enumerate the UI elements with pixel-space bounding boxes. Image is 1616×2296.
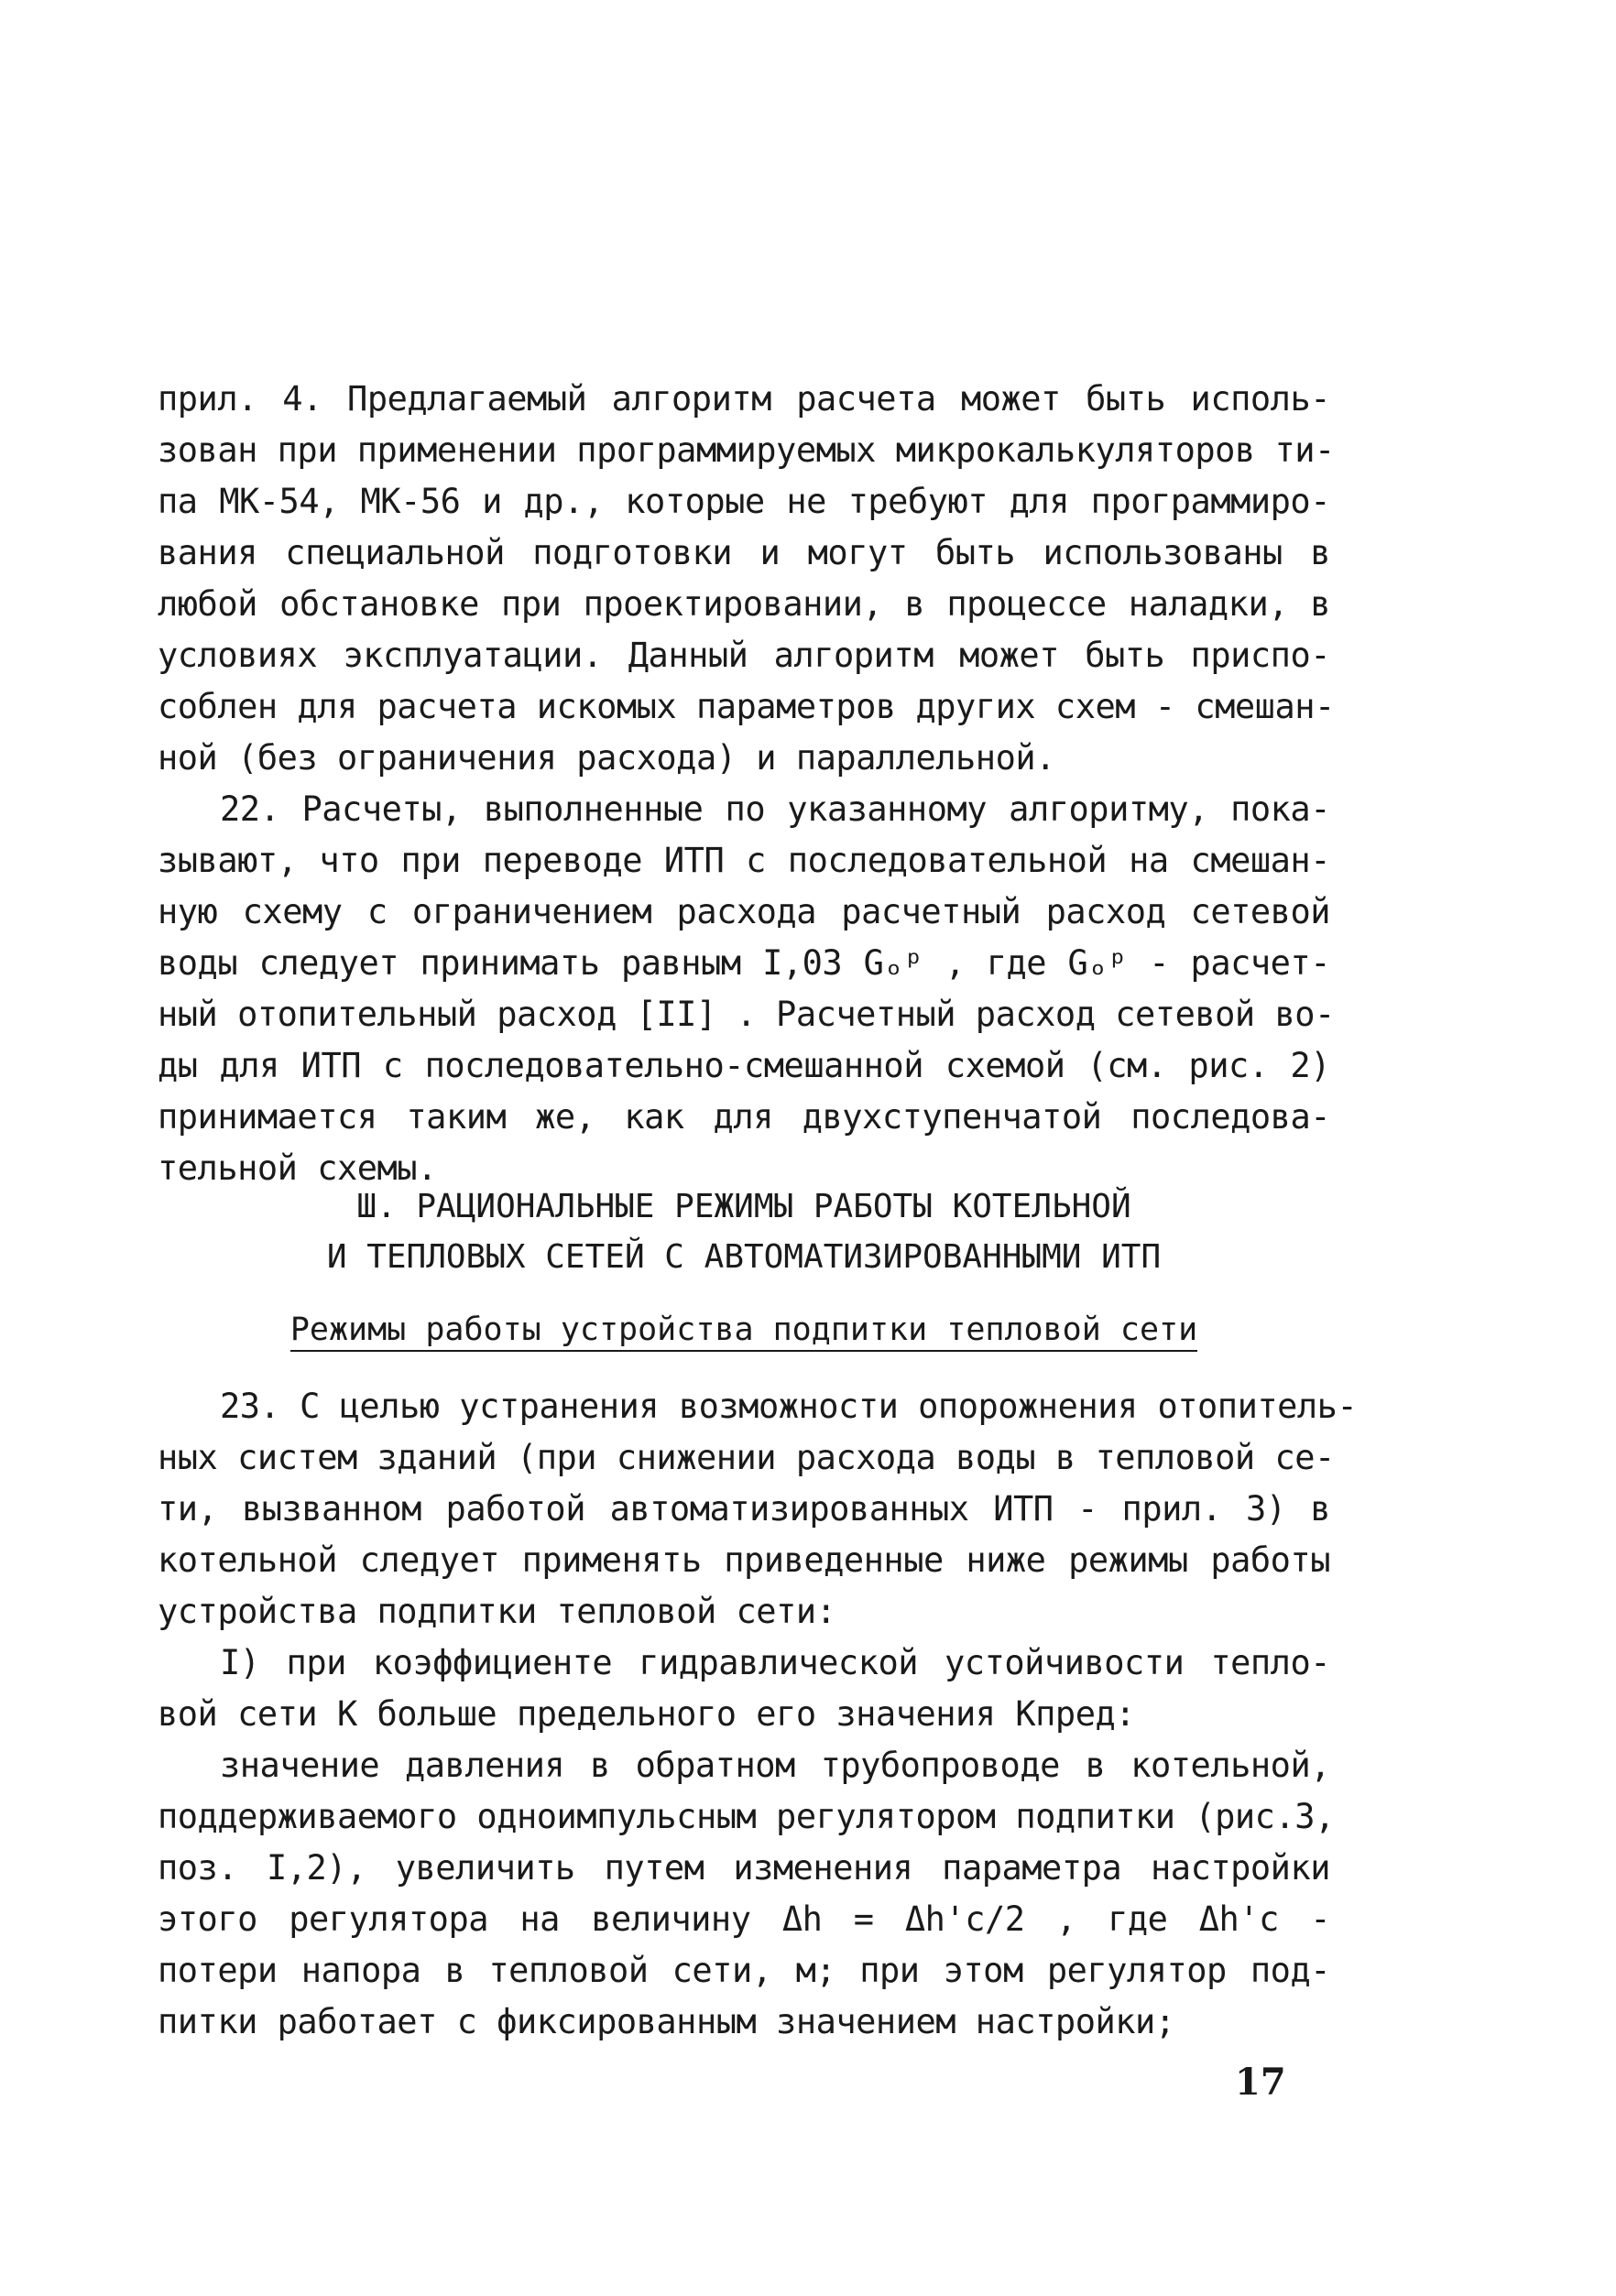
text-line: поз. I,2), увеличить путем изменения параметра настройки: [158, 1848, 1330, 1888]
text-line: питки работает с фиксированным значением настройки;: [158, 2002, 1175, 2041]
text-line: воды следует принимать равным I,03 Gₒᵖ , где Gₒᵖ - расчет-: [158, 943, 1330, 983]
text-line: соблен для расчета искомых параметров других схем - смешан-: [158, 687, 1335, 726]
text-line: ти, вызванном работой автоматизированных ИТП - прил. 3) в: [158, 1489, 1330, 1529]
text-line: ды для ИТП с последовательно-смешанной схемой (см. рис. 2): [158, 1046, 1330, 1085]
subsection-heading-text: Режимы работы устройства подпитки тепловой сети: [290, 1311, 1197, 1352]
text-line: значение давления в обратном трубопроводе в котельной,: [220, 1746, 1330, 1785]
text-line: зывают, что при переводе ИТП с последовательной на смешан-: [158, 841, 1330, 880]
text-line: ную схему с ограничением расхода расчетный расход сетевой: [158, 892, 1330, 931]
text-line: вания специальной подготовки и могут быть использованы в: [158, 533, 1330, 572]
text-line: устройства подпитки тепловой сети:: [158, 1592, 836, 1631]
text-line: ный отопительный расход [II] . Расчетный расход сетевой во-: [158, 995, 1335, 1034]
text-line: этого регулятора на величину Δh = Δh'c/2 , где Δh'c -: [158, 1899, 1330, 1939]
text-line: потери напора в тепловой сети, м; при этом регулятор под-: [158, 1951, 1330, 1990]
text-line: прил. 4. Предлагаемый алгоритм расчета может быть исполь-: [158, 379, 1330, 419]
text-line: любой обстановке при проектировании, в процессе наладки, в: [158, 584, 1330, 624]
section-heading-line-1: Ш. РАЦИОНАЛЬНЫЕ РЕЖИМЫ РАБОТЫ КОТЕЛЬНОЙ: [356, 1188, 1131, 1225]
text-line: поддерживаемого одноимпульсным регулятором подпитки (рис.3,: [158, 1797, 1335, 1836]
page-number: 17: [1235, 2061, 1286, 2104]
text-line: I) при коэффициенте гидравлической устойчивости тепло-: [220, 1643, 1330, 1682]
text-line: вой сети К больше предельного его значения Кпред:: [158, 1694, 1136, 1734]
text-line: 23. С целью устранения возможности опорожнения отопитель-: [220, 1387, 1358, 1426]
text-line: котельной следует применять приведенные ниже режимы работы: [158, 1540, 1330, 1580]
text-line: ной (без ограничения расхода) и параллельной.: [158, 738, 1055, 778]
text-line: ных систем зданий (при снижении расхода воды в тепловой се-: [158, 1438, 1335, 1477]
text-line: па МК-54, МК-56 и др., которые не требуют для программиро-: [158, 482, 1330, 521]
section-heading-line-2: И ТЕПЛОВЫХ СЕТЕЙ С АВТОМАТИЗИРОВАННЫМИ ИТП: [326, 1238, 1162, 1276]
text-line: зован при применении программируемых микрокалькуляторов ти-: [158, 430, 1335, 470]
paragraph-23: [158, 1381, 1358, 2048]
text-line: принимается таким же, как для двухступенчатой последова-: [158, 1097, 1330, 1137]
paragraph-appendix-4: [158, 374, 1335, 1194]
text-line: тельной схемы.: [158, 1148, 437, 1188]
text-line: 22. Расчеты, выполненные по указанному алгоритму, пока-: [220, 789, 1330, 829]
subsection-heading: [158, 1304, 1330, 1355]
text-line: условиях эксплуатации. Данный алгоритм может быть приспо-: [158, 636, 1330, 675]
